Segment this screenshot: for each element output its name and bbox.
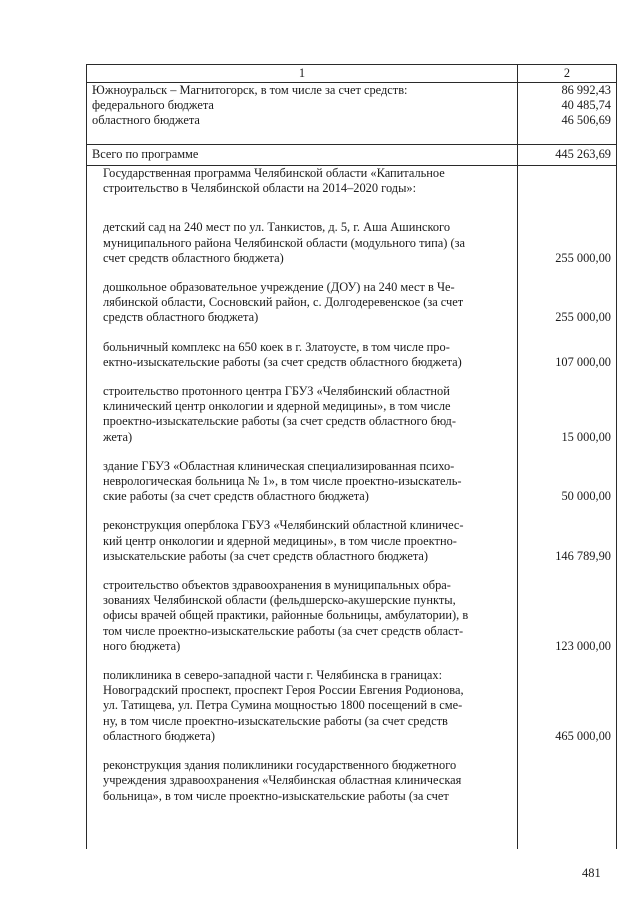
table-row	[87, 83, 617, 145]
top-row-value: 40 485,74	[561, 98, 611, 113]
program-item-amount: 50 000,00	[561, 489, 611, 504]
program-item-amount: 255 000,00	[555, 250, 611, 265]
total-row	[87, 145, 617, 166]
program-title-line: строительство в Челябинской области на 2014–2020 годы»:	[103, 181, 417, 196]
program-item-line: том числе проектно-изыскательские работы (за счет средств област-	[103, 623, 464, 638]
program-item-line: ного бюджета)	[103, 638, 181, 653]
program-item-line: здание ГБУЗ «Областная клиническая специализированная психо-	[103, 458, 455, 473]
program-item-line: лябинской области, Сосновский район, с. Долгодеревенское (за счет	[103, 295, 464, 310]
program-item-line: ские работы (за счет средств областного бюджета)	[103, 489, 369, 504]
program-item	[92, 220, 512, 266]
page-number: 481	[582, 866, 601, 880]
budget-table	[86, 64, 617, 849]
top-row-line: областного бюджета	[92, 113, 200, 128]
program-item-value-cell	[523, 578, 611, 654]
program-item	[92, 459, 512, 505]
program-item-line: дошкольное образовательное учреждение (ДОУ) на 240 мест в Че-	[103, 280, 455, 295]
program-item-line: учреждения здравоохранения «Челябинская областная клиническая	[103, 773, 462, 788]
program-item-line: счет средств областного бюджета)	[103, 250, 284, 265]
total-label: Всего по программе	[87, 145, 518, 166]
program-values	[518, 166, 617, 850]
column-1-header: 1	[87, 65, 518, 83]
program-item-line: Новоградский проспект, проспект Героя России Евгения Родионова,	[103, 683, 464, 698]
top-row-line: федерального бюджета	[92, 98, 214, 113]
top-row-value: 86 992,43	[561, 83, 611, 97]
program-item-line: реконструкция здания поликлиники государственного бюджетного	[103, 758, 457, 773]
program-item	[92, 758, 512, 804]
program-item-line: больничный комплекс на 650 коек в г. Златоусте, в том числе про-	[103, 339, 450, 354]
program-item-line: средств областного бюджета)	[103, 310, 259, 325]
program-item-amount: 123 000,00	[555, 638, 611, 653]
program-item-line: жета)	[103, 429, 133, 444]
program-item-value-cell	[523, 758, 611, 788]
top-row-values	[518, 83, 617, 145]
program-item-value-cell	[523, 384, 611, 445]
program-item-line: офисы врачей общей практики, районные больницы, амбулатории), в	[103, 608, 469, 623]
program-item-line: реконструкция оперблока ГБУЗ «Челябинский областной клиничес-	[103, 518, 464, 533]
top-row-line: Южноуральск – Магнитогорск, в том числе за счет средств:	[92, 83, 408, 97]
top-row-value: 46 506,69	[561, 113, 611, 128]
program-item	[92, 518, 512, 564]
program-item-amount: 255 000,00	[555, 310, 611, 325]
program-item-line: неврологическая больница № 1», в том числе проектно-изыскатель-	[103, 474, 462, 489]
program-item-amount: 107 000,00	[555, 354, 611, 369]
program-item-value-cell	[523, 459, 611, 505]
program-item-line: строительство протонного центра ГБУЗ «Челябинский областной	[103, 384, 450, 399]
program-item-line: изыскательские работы (за счет средств областного бюджета)	[103, 548, 429, 563]
program-item-value-cell	[523, 668, 611, 744]
program-item-value-cell	[523, 280, 611, 326]
program-description	[87, 166, 518, 850]
program-item-line: кий центр онкологии и ядерной медицины», в том числе проектно-	[103, 533, 457, 548]
program-item-line: ну, в том числе проектно-изыскательские работы (за счет средств	[103, 713, 448, 728]
program-item	[92, 384, 512, 445]
program-title-line: Государственная программа Челябинской области «Капитальное	[103, 166, 445, 180]
program-item	[92, 578, 512, 654]
program-item-line: строительство объектов здравоохранения в муниципальных обра-	[103, 578, 451, 593]
program-item-value-cell	[523, 340, 611, 370]
program-item-line: областного бюджета)	[103, 728, 216, 743]
program-item-line: клинический центр онкологии и ядерной медицины», в том числе	[103, 399, 451, 414]
total-value: 445 263,69	[518, 145, 617, 166]
program-item-line: проектно-изыскательские работы (за счет средств областного бюд-	[103, 414, 456, 429]
program-title	[92, 166, 512, 196]
program-item-line: поликлиника в северо-западной части г. Челябинска в границах:	[103, 668, 443, 683]
program-row	[87, 166, 617, 850]
program-item-value-cell	[523, 220, 611, 266]
program-item	[92, 668, 512, 744]
program-item-value-cell	[523, 518, 611, 564]
program-item-amount: 146 789,90	[555, 548, 611, 563]
program-item-amount: 465 000,00	[555, 728, 611, 743]
program-item-line: ул. Татищева, ул. Петра Сумина мощностью 1800 посещений в сме-	[103, 698, 463, 713]
program-item-amount: 15 000,00	[561, 429, 611, 444]
program-item-line: муниципального района Челябинской области (модульного типа) (за	[103, 235, 466, 250]
program-item-line: зованиях Челябинской области (фельдшерско-акушерские пункты,	[103, 593, 456, 608]
top-row-description	[87, 83, 518, 145]
program-item	[92, 280, 512, 326]
program-item	[92, 340, 512, 370]
program-item-line: ектно-изыскательские работы (за счет средств областного бюджета)	[103, 354, 462, 369]
program-item-line: детский сад на 240 мест по ул. Танкистов, д. 5, г. Аша Ашинского	[103, 220, 451, 235]
table-header-row	[87, 65, 617, 83]
program-item-line: больница», в том числе проектно-изыскательские работы (за счет	[103, 788, 449, 803]
column-2-header: 2	[518, 65, 617, 83]
